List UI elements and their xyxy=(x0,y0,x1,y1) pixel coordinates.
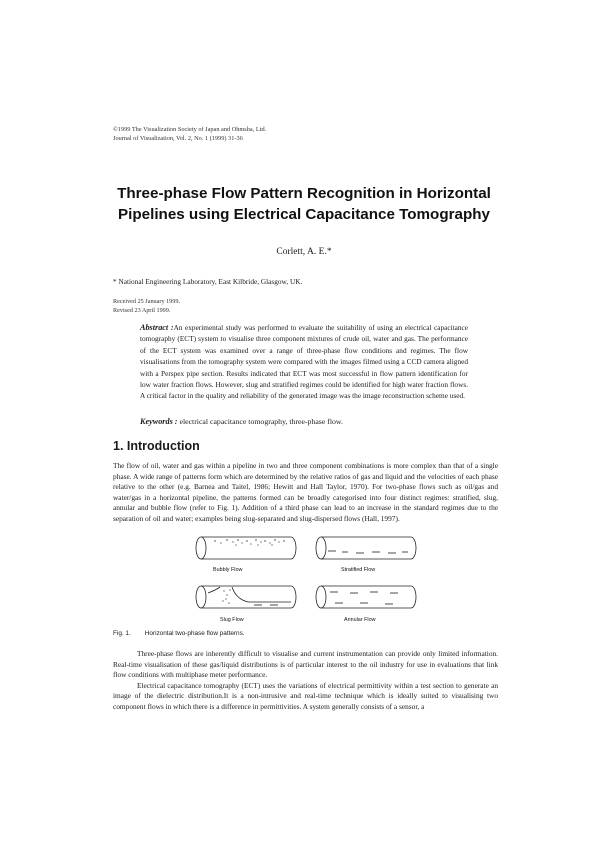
label-stratified: Stratified Flow xyxy=(341,567,376,573)
flow-pattern-figure xyxy=(190,529,430,629)
label-bubbly: Bubbly Flow xyxy=(213,567,243,573)
keywords-text: electrical capacitance tomography, three-phase flow. xyxy=(177,417,343,426)
title-line-2: Pipelines using Electrical Capacitance Tomography xyxy=(118,206,490,223)
label-annular: Annular Flow xyxy=(344,617,376,623)
received-date: Received 25 January 1999. xyxy=(113,298,181,305)
keywords-label: Keywords : xyxy=(140,417,178,426)
stratified-pipe xyxy=(316,537,416,559)
body-paragraphs xyxy=(113,649,498,713)
label-slug: Slug Flow xyxy=(220,617,244,623)
submission-dates xyxy=(113,298,180,315)
copyright-line: ©1999 The Visualization Society of Japan and Ohmsha, Ltd. xyxy=(113,126,267,133)
journal-header xyxy=(113,125,266,143)
annular-pipe xyxy=(316,586,416,608)
author: Corlett, A. E.* xyxy=(276,247,332,257)
abstract xyxy=(140,322,468,402)
bubbly-pipe xyxy=(196,537,296,559)
abstract-text: An experimental study was performed to evaluate the suitability of using an electrical capacitance tomography (ECT) system to visualise three component mixtures of crude oil, water and gas. The performance of the ECT system was examined over a range of three-phase flow conditions and regimes. The flow visualisations from the tomography system were compared with the images filmed using a CCD camera aligned with a Perspex pipe section. Results indicated that ECT was most successful in flow pattern identification for low water fraction flows. However, slug and stratified regimes could be identified for high water fraction flows. A critical factor in the quality and reliability of the generated image was the image reconstruction scheme used. xyxy=(140,323,468,401)
caption-text: Horizontal two-phase flow patterns. xyxy=(144,630,245,637)
paragraph: Electrical capacitance tomography (ECT) uses the variations of electrical permittivity within a test section to generate an image of the dielectric distribution.It is a non-intrusive and real-time technique which is ideally suited to visualising two component flows in which there is a difference in permittivities. A system generally consists of a sensor, a xyxy=(113,680,498,711)
intro-paragraph: The flow of oil, water and gas within a pipeline in two and three component combinations is more complex than that of a single phase. A wide range of patterns form which are determined by the relative ratios of gas and liquid and the velocities of each phase relative to the other (e.g. Barnea and Taitel, 1986; Hewitt and Hall Taylor, 1970). For two-phase flows such as oil/gas and water/gas in a horizontal pipeline, the patterns formed can be broadly categorised into four distinct regimes: stratified, slug, annular and bubble flow (refer to Fig. 1). Addition of a third phase can lead to an increase in the standard regimes due to the separation of oil and water; examples being slug-separated and slug-dispersed flows (Hall, 1997). xyxy=(113,461,498,523)
journal-citation: Journal of Visualization, Vol. 2, No. 1 (1999) 31-36 xyxy=(113,135,243,142)
revised-date: Revised 23 April 1999. xyxy=(113,306,171,314)
slug-pipe xyxy=(196,586,296,608)
affiliation: * National Engineering Laboratory, East Kilbride, Glasgow, UK. xyxy=(113,277,303,286)
title-line-1: Three-phase Flow Pattern Recognition in Horizontal xyxy=(117,185,491,202)
keywords xyxy=(140,417,343,426)
paper-title xyxy=(60,183,548,225)
caption-number: Fig. 1. xyxy=(113,630,131,637)
section-heading: 1. Introduction xyxy=(113,439,200,453)
abstract-label: Abstract : xyxy=(140,323,174,332)
paragraph: Three-phase flows are inherently difficult to visualise and current instrumentation can provide only limited information. Real-time visualisation of these gas/liquid distributions is of particular interest to the oil industry for use in evaluations that link flow conditions with multiphase meter performance. xyxy=(113,649,498,680)
figure-caption xyxy=(113,630,245,637)
